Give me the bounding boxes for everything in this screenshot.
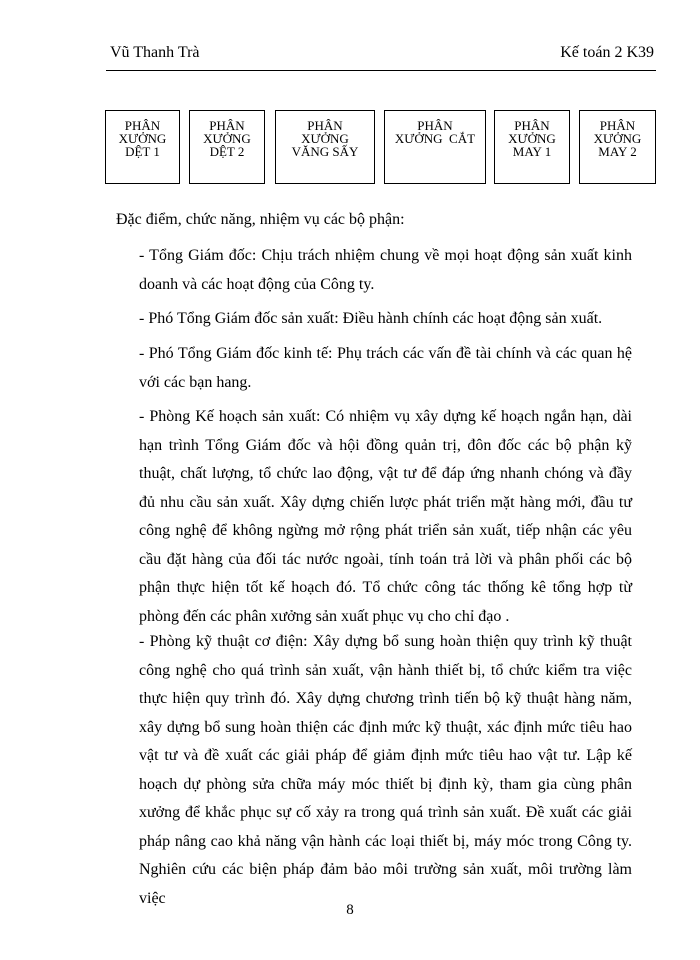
workshop-line: XƯỞNG <box>203 131 251 146</box>
workshop-line: PHÂN <box>124 118 161 133</box>
paragraph-text: - Phó Tổng Giám đốc kinh tế: Phụ trách các vấn đề tài chính và các quan hệ với các bạn hang. <box>139 345 632 391</box>
workshop-line: XƯỞNG CẮT <box>394 131 476 146</box>
header-author: Vũ Thanh Trà <box>110 44 200 61</box>
workshop-line: DỆT 2 <box>209 144 245 159</box>
workshop-line: PHÂN <box>307 118 343 133</box>
paragraph-text: - Phòng kỹ thuật cơ điện: Xây dựng bổ sung hoàn thiện quy trình kỹ thuật công nghệ cho quá trình sản xuất, vận hành thiết bị, tổ chức kiểm tra việc thực hiện quy trình đó. Xây dựng chương trình tiến bộ kỹ thuật hàng năm, xây dựng bổ sung hoàn thiện các định mức kỹ thuật, xác định mức tiêu hao vật tư và đề xuất các giải pháp để giảm định mức tiêu hao vật tư. Lập kế hoạch dự phòng sửa chữa máy móc thiết bị định kỳ, tham gia cùng phân xưởng để khắc phục sự cố xảy ra trong quá trình sản xuất. Đề xuất các giải pháp nâng cao khả năng vận hành các loại thiết bị, máy móc trong Công ty. Nghiên cứu các biện pháp đảm bảo môi trường sản xuất, môi trường làm việc <box>139 633 632 907</box>
workshop-box-det-2 <box>189 110 265 184</box>
paragraph-deputy-production <box>116 305 632 334</box>
header-class: Kế toán 2 K39 <box>560 44 654 61</box>
paragraph-text: - Tổng Giám đốc: Chịu trách nhiệm chung về mọi hoạt động sản xuất kinh doanh và các hoạt động của Công ty. <box>139 247 632 293</box>
paragraph-general-director <box>116 242 632 299</box>
workshop-line: DỆT 1 <box>125 144 160 159</box>
workshop-box-may-1 <box>494 110 570 184</box>
paragraph-text: - Phó Tổng Giám đốc sản xuất: Điều hành chính các hoạt động sản xuất. <box>139 310 603 327</box>
workshop-line: PHÂN <box>417 118 453 133</box>
workshop-line: XƯỞNG <box>508 131 556 146</box>
page-header <box>106 40 656 71</box>
workshop-box-may-2 <box>579 110 656 184</box>
workshop-box-vang-say <box>275 110 375 184</box>
workshop-line: PHÂN <box>599 118 636 133</box>
paragraph-planning-dept <box>116 403 632 631</box>
workshop-line: MAY 1 <box>512 144 552 159</box>
workshop-line: MAY 2 <box>598 144 637 159</box>
workshop-line: XƯỞNG <box>593 131 642 146</box>
workshop-box-cat <box>384 110 486 184</box>
workshop-line: PHÂN <box>209 118 245 133</box>
workshop-line: XƯỞNG <box>118 131 167 146</box>
paragraph-text: - Phòng Kế hoạch sản xuất: Có nhiệm vụ xây dựng kế hoạch ngắn hạn, dài hạn trình Tổng Giám đốc và hội đồng quản trị, đôn đốc các bộ phận kỹ thuật, chất lượng, tổ chức lao động, vật tư để đáp ứng nhanh chóng và đầy đủ nhu cầu sản xuất. Xây dựng chiến lược phát triển mặt hàng mới, đầu tư công nghệ để không ngừng mở rộng phát triển sản xuất, tiếp nhận các yêu cầu đặt hàng của đối tác nước ngoài, tính toán trả lời và phân phối các bộ phận thực hiện tốt kế hoạch đó. Tổ chức công tác thống kê tổng hợp từ phòng đến các phân xưởng sản xuất phục vụ cho chỉ đạo . <box>139 408 632 625</box>
section-title: Đặc điểm, chức năng, nhiệm vụ các bộ phận: <box>116 211 405 228</box>
paragraph-deputy-economics <box>116 340 632 397</box>
workshop-line: XƯỞNG <box>301 131 349 146</box>
paragraph-technical-dept <box>116 628 632 913</box>
workshop-line: PHÂN <box>514 118 550 133</box>
page-number: 8 <box>346 902 354 918</box>
workshop-line: VĂNG SẤY <box>291 144 359 159</box>
workshop-box-det-1 <box>105 110 180 184</box>
